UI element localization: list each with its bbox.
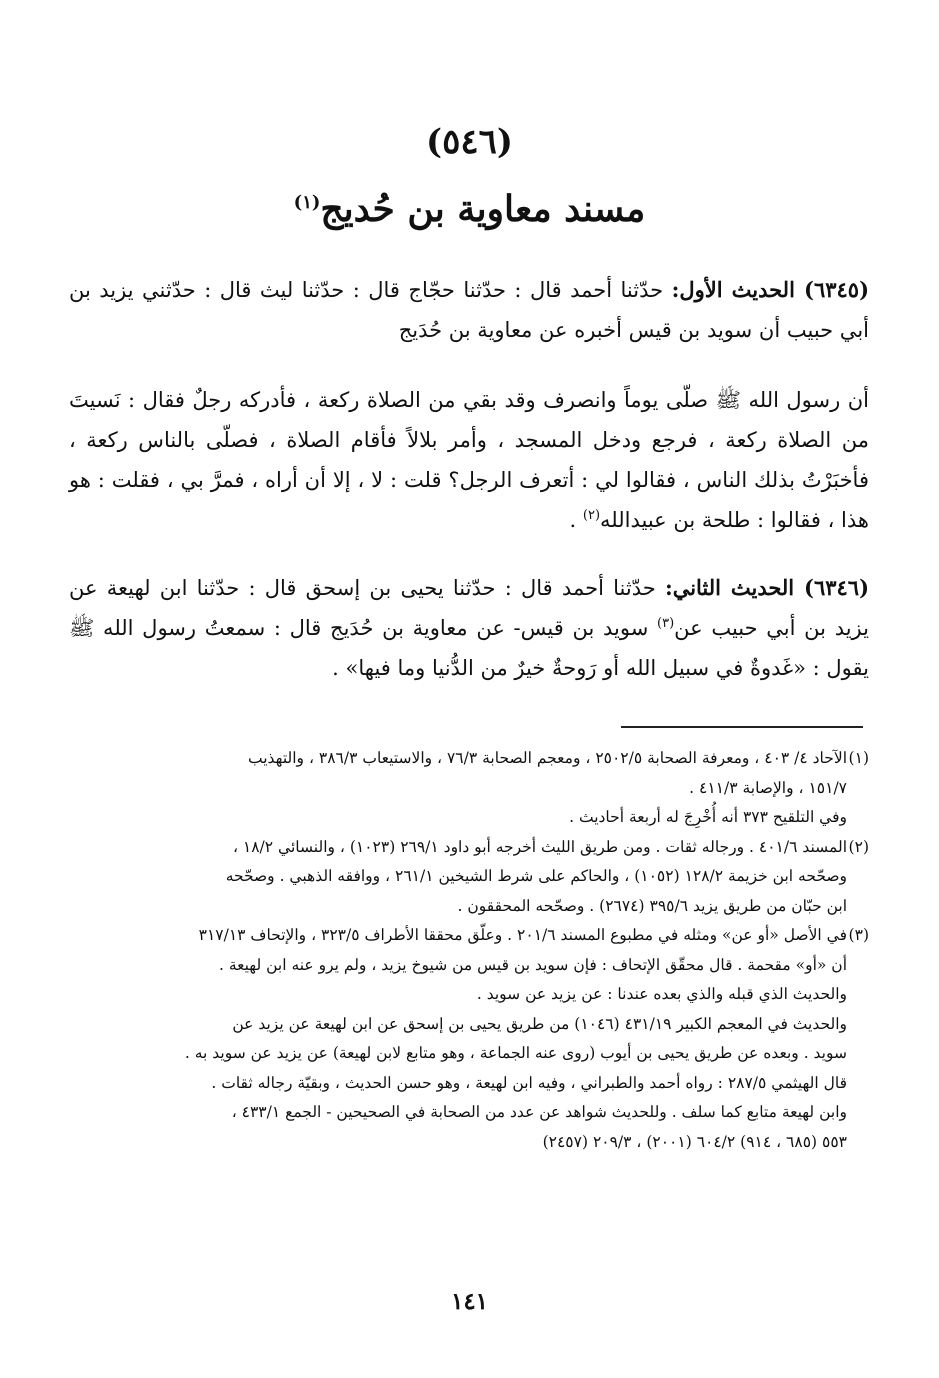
hadith-6345-isnad (69, 270, 869, 350)
footnote-3-line-3: والحديث الذي قبله والذي بعده عندنا : عن يزيد عن سويد . (476, 985, 847, 1003)
hadith-6346-label: (٦٣٤٦) الحديث الثاني: (664, 575, 869, 600)
hadith-6346-text-a: حدّثنا أحمد قال : حدّثنا يحيى بن إسحق قال : حدّثنا ابن لهيعة عن يزيد بن أبي حبيب عن (69, 576, 869, 640)
footnote-1 (69, 744, 869, 833)
footnote-3-line-2: أن «أو» مقحمة . قال محقّق الإتحاف : فإن سويد بن قيس من شيوخ يزيد ، ولم يرو عنه ابن لهيعة . (218, 955, 847, 974)
footnote-1-mark: (١) (848, 749, 869, 767)
footnote-3-mark: (٣) (848, 926, 869, 944)
footnote-2-mark: (٢) (848, 837, 869, 856)
footnote-3-line-8: ٥٥٣ (٦٨٥ ، ٩١٤) ٦٠٤/٢ (٢٠٠١) ، ٢٠٩/٣ (٢٤٥٧) (542, 1132, 847, 1151)
hadith-6345-label: (٦٣٤٥) الحديث الأول: (671, 277, 870, 302)
footnote-3-line-6: قال الهيثمي ٢٨٧/٥ : رواه أحمد والطبراني ، وفيه ابن لهيعة ، وهو حسن الحديث ، وبقيّة رجاله ثقات . (211, 1073, 847, 1092)
footnote-1-line-2: ١٥١/٧ ، والإصابة ٤١١/٣ . (689, 778, 847, 797)
footnote-1-line-1: الآحاد ٤/ ٤٠٣ ، ومعرفة الصحابة ٢٥٠٢/٥ ، ومعجم الصحابة ٧٦/٣ ، والاستيعاب ٣٨٦/٣ ، والتهذيب (248, 749, 847, 767)
footnote-1-line-3: وفي التلقيح ٣٧٣ أنه أُخْرِجَ له أربعة أحاديث . (569, 808, 847, 826)
footnote-2-line-1: المسند ٤٠١/٦ . ورجاله ثقات . ومن طريق الليث أخرجه أبو داود ٢٦٩/١ (١٠٢٣) ، والنسائي ١٨/٢ ، (232, 837, 847, 856)
hadith-6345-matn-text: أن رسول الله ﷺ صلّى يوماً وانصرف وقد بقي من الصلاة ركعة ، فأدركه رجلٌ فقال : نَسيتَ من الصلاة ركعة ، فرجع ودخل المسجد ، وأمر بلالاً فأقام الصلاة ، فصلّى بالناس ركعة ، فأخبَرْتُ بذلك الناس ، فقالوا لي : أتعرف الرجل؟ قلت : لا ، إلا أن أراه ، فمرَّ بي ، فقلت : هو هذا ، فقالوا : طلحة بن عبيدالله (69, 388, 869, 532)
footnote-ref-2: (٢) (582, 508, 601, 523)
footnote-3-line-7: وابن لهيعة متابع كما سلف . وللحديث شواهد عن عدد من الصحابة في الصحيحين - الجمع ٤٣٣/١ ، (231, 1103, 847, 1121)
footnote-2-line-2: وصحّحه ابن خزيمة ١٢٨/٢ (١٠٥٢) ، والحاكم على شرط الشيخين ٢٦١/١ ، ووافقه الذهبي . وصحّحه (225, 867, 847, 885)
chapter-title-footnote-ref: (١) (293, 192, 321, 213)
footnote-ref-3: (٣) (657, 616, 675, 631)
footnote-3-line-4: والحديث في المعجم الكبير ٤٣١/١٩ (١٠٤٦) من طريق يحيى بن إسحق عن ابن لهيعة عن يزيد عن (232, 1014, 847, 1033)
hadith-6346 (69, 568, 869, 688)
footnote-3 (69, 921, 869, 1157)
page-number: ١٤١ (450, 1288, 489, 1315)
footnote-3-line-5: سويد . وبعده عن طريق يحيى بن أيوب (روى عنه الجماعة ، وهو متابع لابن لهيعة) عن يزيد عن سويد به . (184, 1044, 847, 1062)
hadith-6346-text-b: سويد بن قيس- عن معاوية بن حُدَيج قال : سمعتُ رسول الله ﷺ يقول : «غَدوةٌ في سبيل الله أو رَوحةٌ خيرٌ من الدُّنيا وما فيها» . (69, 616, 869, 680)
chapter-number: (٥٤٦) (426, 122, 513, 162)
hadith-6345-isnad-text: حدّثنا أحمد قال : حدّثنا حجّاج قال : حدّثنا ليث قال : حدّثني يزيد بن أبي حبيب أن سويد بن قيس أخبره عن معاوية بن حُدَيج (69, 278, 869, 342)
footnote-separator (621, 726, 863, 728)
hadith-6345-matn-end: . (569, 508, 583, 532)
footnote-2 (69, 833, 869, 922)
footnote-3-line-1: في الأصل «أو عن» ومثله في مطبوع المسند ٢٠١/٦ . وعلّق محققا الأطراف ٣٢٣/٥ ، والإتحاف ٣١٧/١٣ (198, 926, 847, 944)
chapter-title (0, 188, 939, 230)
footnote-2-line-3: ابن حبّان من طريق يزيد ٣٩٥/٦ (٢٦٧٤) . وصحّحه المحققون . (457, 896, 847, 915)
chapter-title-text: مسند معاوية بن حُديج (320, 188, 646, 230)
hadith-6345-matn (69, 380, 869, 540)
footnotes (69, 744, 869, 1157)
